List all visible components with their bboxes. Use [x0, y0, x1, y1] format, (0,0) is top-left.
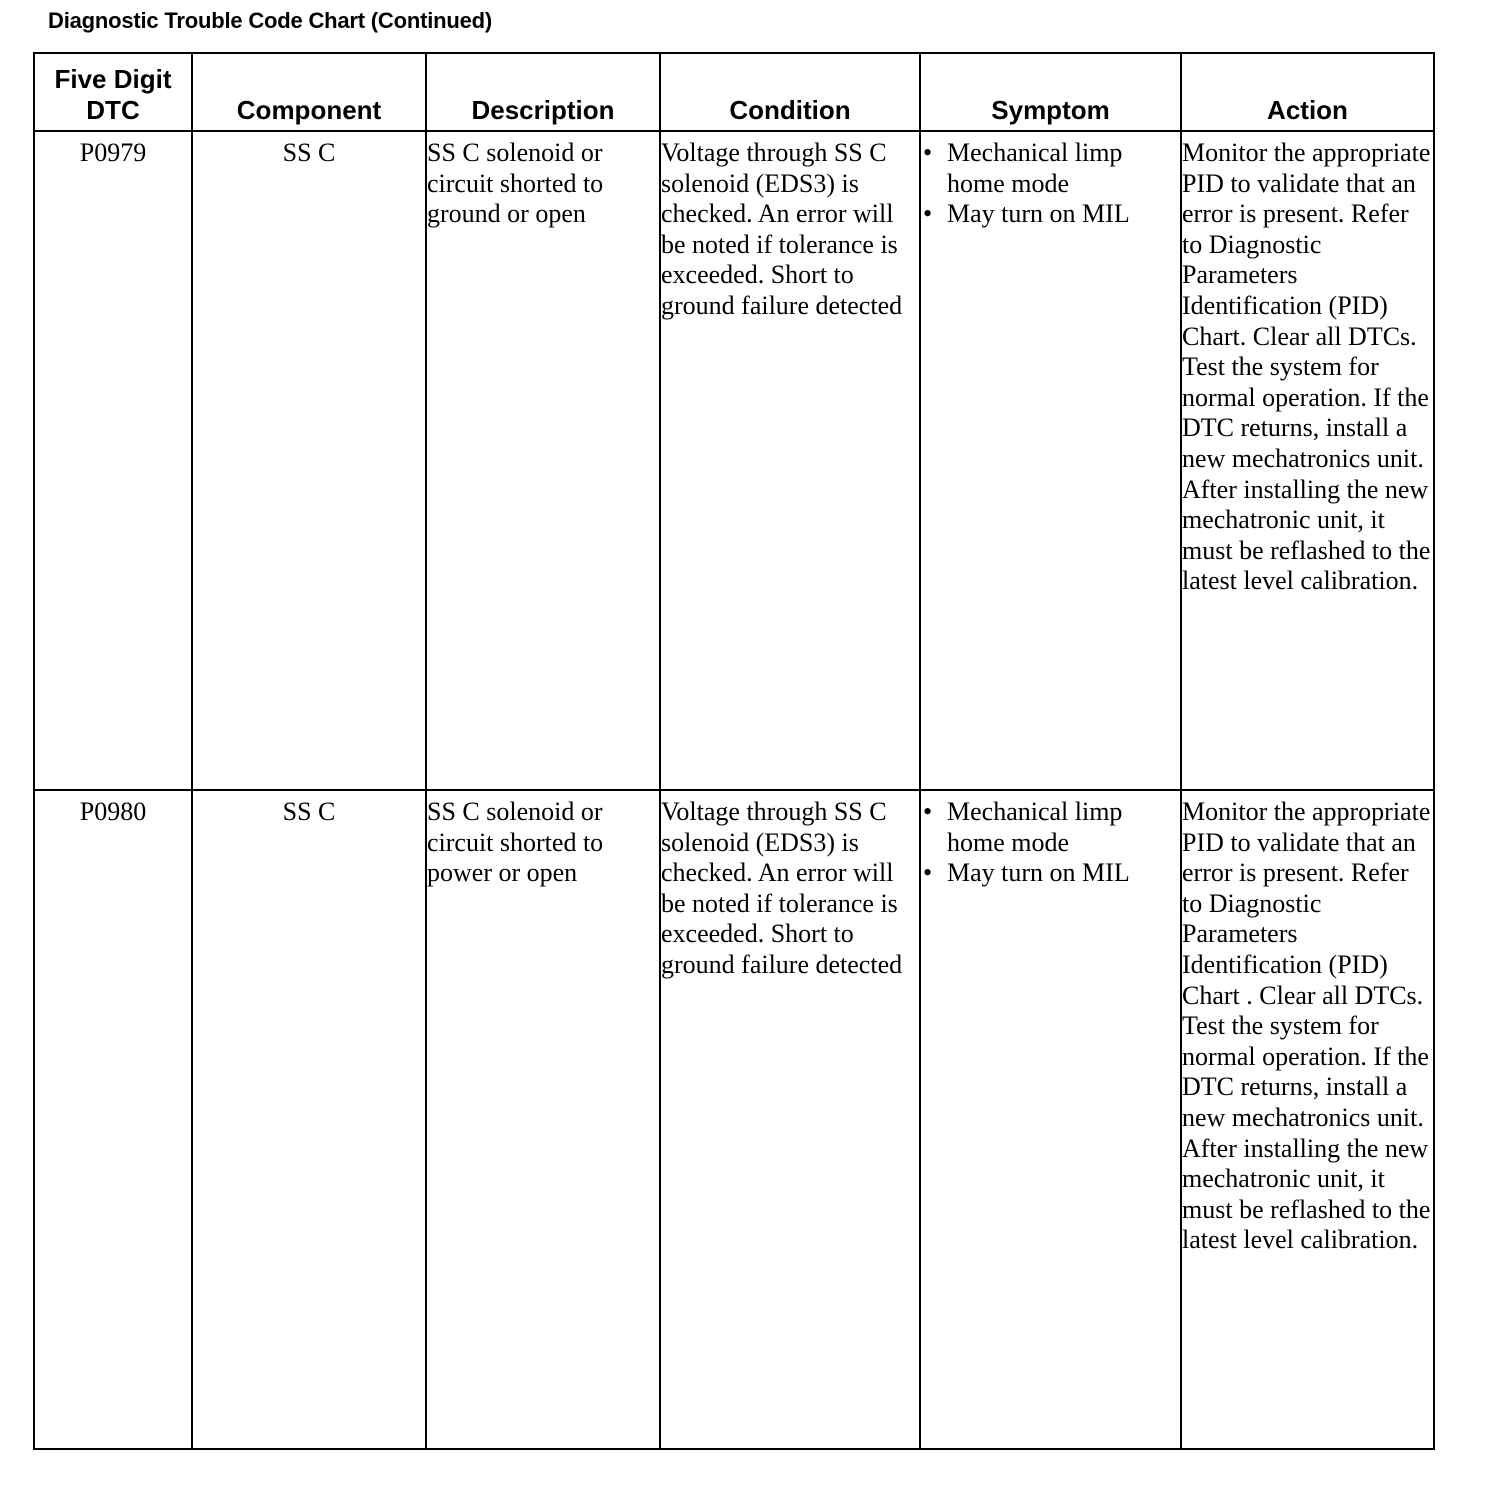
list-item	[921, 797, 1180, 858]
symptom-cell	[920, 131, 1181, 790]
component-cell: SS C	[192, 790, 426, 1449]
description-cell: SS C solenoid or circuit shorted to power or open	[426, 790, 660, 1449]
list-item	[921, 858, 1180, 889]
condition-cell: Voltage through SS C solenoid (EDS3) is checked. An error will be noted if tolerance is exceeded. Short to ground failure detected	[660, 790, 920, 1449]
action-cell: Monitor the appropriate PID to validate that an error is present. Refer to Diagnostic Parameters Identification (PID) Chart . Clear all DTCs. Test the system for normal operation. If the DTC returns, install a new mechatronics unit. After installing the new mechatronic unit, it must be reflashed to the latest level calibration.	[1181, 790, 1434, 1449]
dtc-code-cell: P0979	[34, 131, 192, 790]
symptom-text: Mechanical limp home mode	[947, 138, 1123, 198]
header-component: Component	[192, 53, 426, 131]
header-dtc-line2: DTC	[86, 95, 140, 125]
symptom-list	[921, 797, 1180, 889]
header-dtc-line1: Five Digit	[54, 64, 172, 94]
component-cell: SS C	[192, 131, 426, 790]
list-item	[921, 199, 1180, 230]
symptom-text: Mechanical limp home mode	[947, 797, 1123, 857]
bullet-icon: •	[923, 199, 933, 229]
header-description: Description	[426, 53, 660, 131]
header-action: Action	[1181, 53, 1434, 131]
symptom-text: May turn on MIL	[947, 858, 1130, 888]
table-row	[34, 790, 1434, 1449]
symptom-cell	[920, 790, 1181, 1449]
list-item	[921, 138, 1180, 199]
description-cell: SS C solenoid or circuit shorted to ground or open	[426, 131, 660, 790]
symptom-list	[921, 138, 1180, 230]
bullet-icon: •	[923, 858, 933, 888]
dtc-chart-table	[33, 52, 1435, 1450]
condition-cell: Voltage through SS C solenoid (EDS3) is checked. An error will be noted if tolerance is exceeded. Short to ground failure detected	[660, 131, 920, 790]
header-symptom: Symptom	[920, 53, 1181, 131]
symptom-text: May turn on MIL	[947, 199, 1130, 229]
page-title: Diagnostic Trouble Code Chart (Continued)	[48, 8, 493, 33]
action-cell: Monitor the appropriate PID to validate that an error is present. Refer to Diagnostic Parameters Identification (PID) Chart. Clear all DTCs. Test the system for normal operation. If the DTC returns, install a new mechatronics unit. After installing the new mechatronic unit, it must be reflashed to the latest level calibration.	[1181, 131, 1434, 790]
bullet-icon: •	[923, 138, 933, 167]
dtc-code-cell: P0980	[34, 790, 192, 1449]
bullet-icon: •	[923, 797, 933, 826]
header-condition: Condition	[660, 53, 920, 131]
header-dtc	[34, 53, 192, 131]
table-row	[34, 131, 1434, 790]
table-header-row	[34, 53, 1434, 131]
